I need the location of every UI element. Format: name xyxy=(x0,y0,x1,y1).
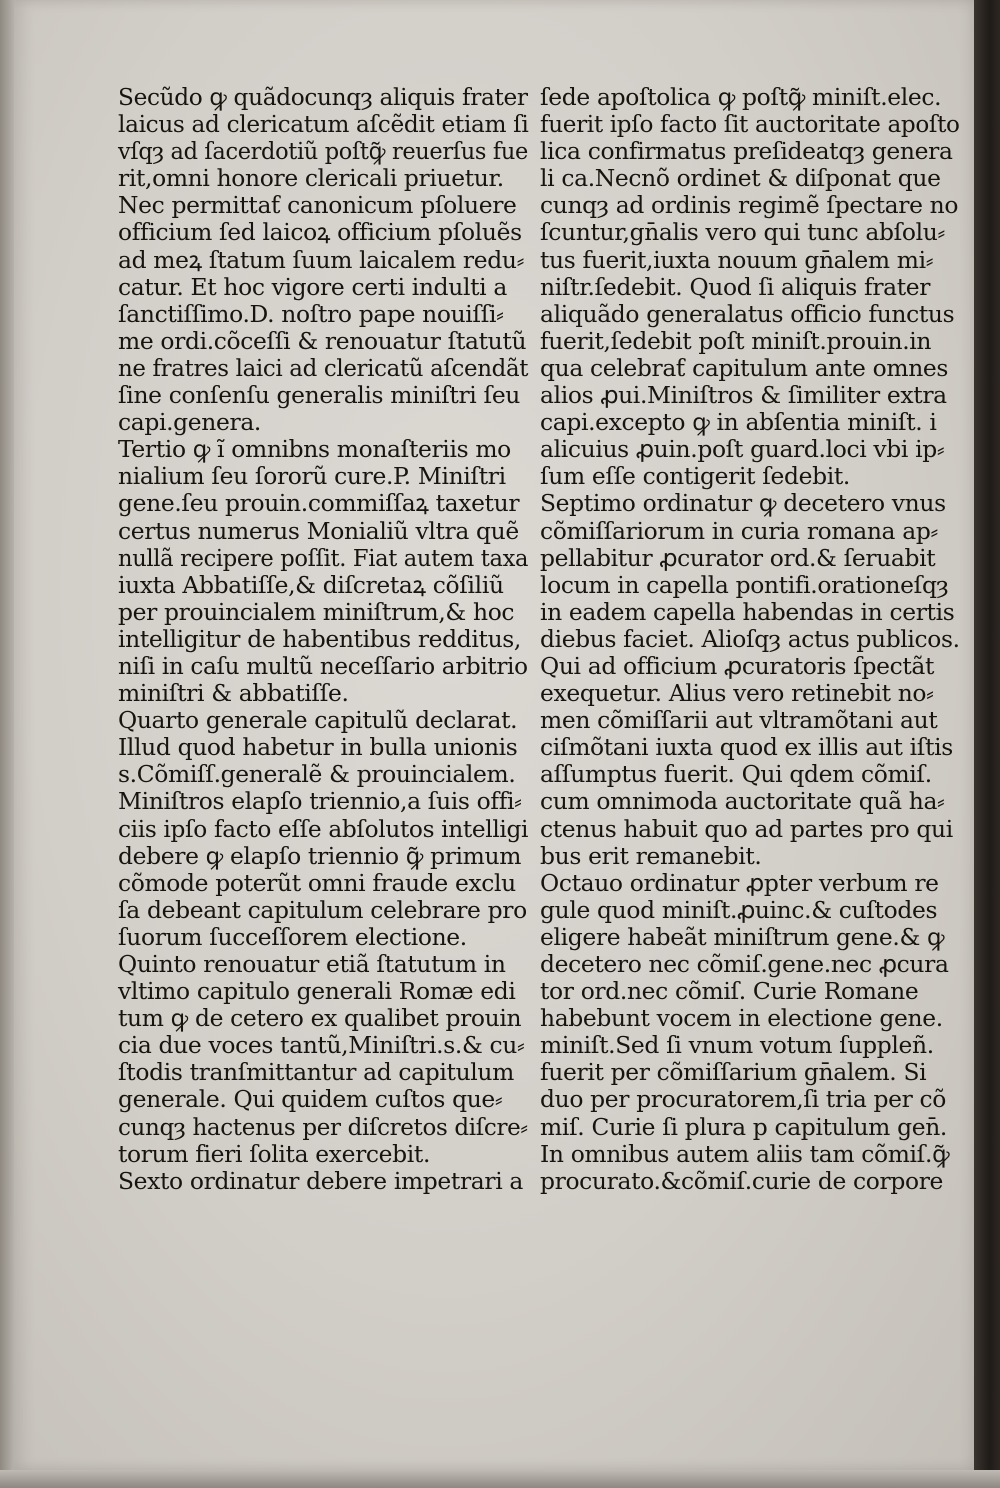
right-column-line: fuerit ipſo facto ſit auctoritate apoſto xyxy=(540,110,960,139)
left-column-line: vſqȝ ad ſacerdotiũ poſtꝙ̃ reuerſus fue xyxy=(118,137,528,166)
right-column-line: diebus faciet. Alioſqȝ actus publicos. xyxy=(540,624,960,653)
left-column-line: cia due voces tantũ,Miniſtri.s.& cu⸗ xyxy=(118,1031,525,1060)
right-column-line: Octauo ordinatur ꝓpter verbum re xyxy=(540,868,939,897)
right-column-line: bus erit remanebit. xyxy=(540,841,762,870)
right-column-line: alios ꝓui.Miniſtros & ſimiliter extra xyxy=(540,381,947,410)
right-column-line: habebunt vocem in electione gene. xyxy=(540,1004,943,1033)
right-column-line: duo per procuratorem,ſi tria per cõ xyxy=(540,1085,947,1114)
left-column-line: Miniſtros elapſo triennio,a ſuis offi⸗ xyxy=(118,787,522,816)
left-column-line: ne fratres laici ad clericatũ aſcendãt xyxy=(118,353,529,382)
right-column-line: tus fuerit,iuxta nouum gn̄alem mi⸗ xyxy=(540,245,934,274)
left-text-column xyxy=(118,84,528,1195)
right-column-line: Qui ad officium ꝓcuratoris ſpectãt xyxy=(540,651,935,680)
left-column-line: gene.ſeu prouin.commiſſaꝝ taxetur xyxy=(118,489,520,518)
left-column-line: nialium ſeu ſororũ cure.P. Miniſtri xyxy=(118,462,506,491)
right-column-line: niſtr.ſedebit. Quod ſi aliquis frater xyxy=(540,272,931,301)
right-column-line: decetero nec cõmiſ.gene.nec ꝓcura xyxy=(540,950,949,978)
left-column-line: Tertio ꝙ ĩ omnibns monaſteriis mo xyxy=(118,435,511,464)
left-column-line: cõmode poterũt omni fraude exclu xyxy=(118,868,516,897)
left-column-line: rit,omni honore clericali priuetur. xyxy=(118,164,504,193)
right-column-line: In omnibus autem aliis tam cõmiſ.ꝙ̃ xyxy=(540,1139,950,1168)
left-column-line: ſanctiſſimo.D. noſtro pape nouiſſi⸗ xyxy=(118,299,504,328)
right-column-line: in eadem capella habendas in certis xyxy=(540,597,955,626)
left-column-line: niſi in caſu multũ neceſſario arbitrio xyxy=(118,651,528,680)
left-column-line: intelligitur de habentibus redditus, xyxy=(118,624,522,653)
left-column-line: me ordi.cõceſſi & renouatur ſtatutũ xyxy=(118,326,527,355)
page-bottom-edge xyxy=(0,1470,1000,1488)
left-column-line: iuxta Abbatiſſe,& diſcretaꝝ cõſiliũ xyxy=(118,570,504,599)
left-column-line: ſtodis tranſmittantur ad capitulum xyxy=(118,1058,514,1087)
left-column-line: miniſtri & abbatiſſe. xyxy=(118,679,349,708)
right-column-line: cõmiſſariorum in curia romana ap⸗ xyxy=(540,516,938,545)
right-column-line: eligere habeãt miniſtrum gene.& ꝙ xyxy=(540,922,945,951)
right-column-line: ſede apoſtolica ꝙ poſtꝙ̃ miniſt.elec. xyxy=(540,83,942,111)
right-column-line: fuerit,ſedebit poſt miniſt.prouin.in xyxy=(540,326,932,355)
left-column-line: officium ſed laicoꝝ officium pſoluẽs xyxy=(118,218,522,247)
right-column-line: ſum eſſe contigerit ſedebit. xyxy=(540,462,851,491)
right-column-line: tor ord.nec cõmiſ. Curie Romane xyxy=(540,977,919,1006)
left-column-line: Illud quod habetur in bulla unionis xyxy=(118,733,518,762)
left-column-line: Sexto ordinatur debere impetrari a xyxy=(118,1166,524,1195)
left-column-line: s.Cõmiſſ.generalẽ & prouincialem. xyxy=(118,760,516,789)
left-column-line: per prouincialem miniſtrum,& hoc xyxy=(118,597,515,626)
right-column-line: ciſmõtani iuxta quod ex illis aut iſtis xyxy=(540,733,953,762)
left-column-line: Quinto renouatur etiã ſtatutum in xyxy=(118,950,506,978)
left-column-line: ſine conſenſu generalis miniſtri ſeu xyxy=(118,381,521,410)
right-column-line: ſcuntur,gn̄alis vero qui tunc abſolu⸗ xyxy=(540,218,945,247)
right-column-line: li ca.Necnõ ordinet & diſponat que xyxy=(540,164,941,193)
right-column-line: qua celebraƭ capitulum ante omnes xyxy=(540,353,949,382)
left-column-line: capi.genera. xyxy=(118,408,262,437)
right-column-line: procurato.&cõmiſ.curie de corpore xyxy=(540,1166,944,1195)
left-column-line: cunqȝ hactenus per diſcretos diſcre⸗ xyxy=(118,1112,528,1141)
right-column-line: aliquãdo generalatus officio functus xyxy=(540,299,955,328)
left-column-line: nullã recipere poſſit. Fiat autem taxa xyxy=(118,543,529,572)
right-column-line: ctenus habuit quo ad partes pro qui xyxy=(540,814,953,843)
right-text-column xyxy=(540,84,960,1195)
right-column-line: alicuius ꝓuin.poſt guard.loci vbi ip⸗ xyxy=(540,435,945,464)
left-column-line: Quarto generale capitulũ declarat. xyxy=(118,706,518,735)
right-column-line: capi.excepto ꝙ in abſentia miniſt. i xyxy=(540,408,937,437)
right-column-line: lica confirmatus preſideatqȝ genera xyxy=(540,137,953,166)
right-column-line: aſſumptus fuerit. Qui qdem cõmiſ. xyxy=(540,760,932,789)
right-column-line: cunqȝ ad ordinis regimẽ ſpectare no xyxy=(540,191,959,220)
right-column-line: locum in capella pontifi.orationeſqȝ xyxy=(540,570,949,599)
right-column-line: cum omnimoda auctoritate quã ha⸗ xyxy=(540,787,945,816)
left-column-line: generale. Qui quidem cuſtos que⸗ xyxy=(118,1085,503,1114)
left-column-line: catur. Et hoc vigore certi indulti a xyxy=(118,272,507,301)
left-column-line: tum ꝙ de cetero ex qualibet prouin xyxy=(118,1004,522,1033)
right-column-line: exequetur. Alius vero retinebit no⸗ xyxy=(540,679,934,708)
right-column-line: men cõmiſſarii aut vltramõtani aut xyxy=(540,706,938,735)
right-column-line: miſ. Curie ſi plura p capitulum gen̄. xyxy=(540,1112,947,1141)
left-column-line: certus numerus Monialiũ vltra quẽ xyxy=(118,516,519,545)
right-column-line: gule quod miniſt.ꝓuinc.& cuſtodes xyxy=(540,895,938,924)
left-column-line: ciis ipſo facto eſſe abſolutos intelligi xyxy=(118,814,529,843)
left-column-line: Nec permittaƭ canonicum pſoluere xyxy=(118,191,517,220)
binding-edge xyxy=(974,0,1000,1488)
right-column-line: pellabitur ꝓcurator ord.& ſeruabit xyxy=(540,543,936,572)
left-column-line: torum fieri ſolita exercebit. xyxy=(118,1139,431,1168)
right-column-line: fuerit per cõmiſſarium gn̄alem. Si xyxy=(540,1058,927,1087)
left-column-line: ad meꝝ ſtatum ſuum laicalem redu⸗ xyxy=(118,245,525,274)
left-column-line: debere ꝙ elapſo triennio ꝙ̃ primum xyxy=(118,841,522,870)
left-column-line: vltimo capitulo generali Romæ edi xyxy=(118,977,516,1006)
right-column-line: Septimo ordinatur ꝙ decetero vnus xyxy=(540,489,946,518)
left-column-line: ſuorum ſucceſſorem electione. xyxy=(118,922,467,951)
left-column-line: laicus ad clericatum aſcẽdit etiam ſi xyxy=(118,110,529,139)
left-column-line: ſa debeant capitulum celebrare pro xyxy=(118,895,527,924)
left-column-line: Secũdo ꝙ quãdocunqȝ aliquis frater xyxy=(118,83,528,111)
right-column-line: miniſt.Sed ſi vnum votum ſuppleñ. xyxy=(540,1031,934,1060)
gutter-shadow xyxy=(0,0,14,1488)
